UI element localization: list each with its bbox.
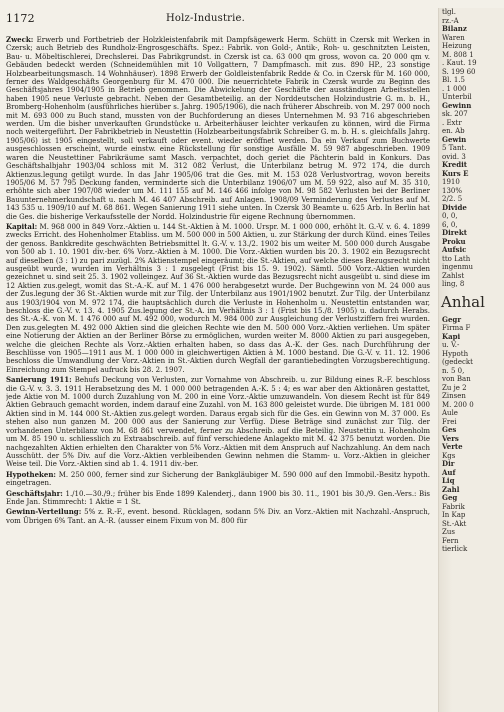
- side-line: Dir: [442, 459, 455, 468]
- side-line: . 1 000: [442, 84, 467, 93]
- paragraph-text: 1./10.—30./9.; früher bis Ende 1899 Kalenderj., dann 1900 bis 30. 11., 1901 bis 30./9. Gen.-Vers.: Bis Ende Jan. Stimmrecht: 1 Aktie = 1 St.: [6, 489, 430, 506]
- paragraph-zweck: [6, 36, 430, 221]
- paragraph-text: Erwerb und Fortbetrieb der Holzkleistenfabrik mit Dampfsägewerk Herm. Schütt in Czersk mit Werken in Czersk; auch Betrieb des Rundholz-Engrosgeschäfts. Spez.: Fabrik. von Gold-, Antik-, Roh- u. geschnitzten Leisten, Bau- u. Möbeltischlerei, Drechslerei. Das Fabrikgrundst. in Czersk ist ca. 63 000 qm gross, wovon ca. 20 000 qm v. Gebäuden bedeckt werden (Schneidemühlen mit 10 Vollgattern, 7 Dampfmasch. mit zus. 890 HP., 23 sonstige Holzbearbeitungsmasch. 14 Wohnhäuser). 1898 Erwerb der Goldleistenfabrik Redde & Co. in Czersk für M. 160 000, ferner des Waldgeschäfts Georgenburg für M. 470 000. Die neuerrichtete Fabrik in Czersk wurde zu Beginn des Geschäftsjahres 1904/1905 in Betrieb genommen. Die Abwickelung der Geschäfte der ausständigen Arbeitsstellen haben 1905 neue Verluste gebracht. Neben der Gesamtbeteilig. an der Norddeutschen Holzindustrie G. m. b. H., Bromberg-Hohenholm (ausführliches hierüber s. Jahrg. 1905/1906), die nach früherer Abschreib. von M. 297 000 noch mit M. 693 000 zu Buch stand, mussten von der Buchforderung an dieses Unternehmen M. 93 716 abgeschrieben werden. Um die bisher unverkauften Grundstücke u. Arbeiterhäuser leichter verkaufen zu können, wird die Firma noch weitergeführt. Der Fabrikbetrieb in Neustettin (Holzbearbeitungsfabrik Schreiber G. m. b. H. s. gleichfalls Jahrg. 1905/06) ist 1905 eingestellt, soll verkauft oder event. wieder eröffnet werden. Da ein Verkauf zum Buchwerte ausgeschlossen erscheint, wurde einstw. eine Rückstellung für sonstige Ausfälle M. 59 987 abgeschrieben. 1909 waren die Neustettiner Fabrikräume samt Masch. verpachtet, doch geriet die Pächterin bald in Konkurs. Das Geschäftshalbjahr 1903/04 schloss mit M. 312 082 Verlust, die Unterbilanz betrug M. 972 174, die durch Aktienzus.legung getilgt wurde. In das Jahr 1905/06 trat die Ges. mit M. 153 028 Verlustvortrag, wovon bereits 1905/06 M. 57 795 Deckung fanden, verminderte sich die Unterbilanz 1906/07 um M. 59 922, also auf M. 35 310, erhöhte sich aber 1907/08 wieder um M. 111 155 auf M. 146 466 infolge von M. 98 582 Verlusten bei der Berliner Bauunternehmerkundschaft u. nach M. 46 407 Abschreib. auf Anlagen. 1908/09 Verminderung des Verlustes auf M. 143 535 u. 1909/10 auf M. 68 861. Wegen Sanierung 1911 siehe unten. In Czersk 30 Beamte u. 625 Arb. In Berlin hat die Ges. die bisherige Verkaufsstelle der Nordd. Holzindustrie für eigene Rechnung übernommen.: [6, 36, 430, 221]
- side-line: n. 5 0,: [442, 366, 465, 375]
- side-line: Fern: [442, 536, 459, 545]
- side-line: tierlick: [442, 545, 468, 553]
- side-line: Liq: [442, 476, 455, 485]
- side-line: von Ban: [442, 375, 471, 383]
- page-number: 1172: [6, 12, 35, 25]
- paragraph-text: 5% z. R.-F., event. besond. Rücklagen, sodann 5% Div. an Vorz.-Aktien mit Nachzahl.-Anspruch, vom Übrigen 6% Tant. an A.-R. (ausser einem Fixum von M. 800 für: [6, 508, 430, 525]
- side-line: Fabrik: [442, 502, 465, 511]
- paragraph-label: Sanierung 1911:: [6, 375, 72, 385]
- paragraph-label: Hypotheken:: [6, 469, 56, 479]
- running-title: Holz-Industrie.: [166, 13, 246, 24]
- paragraph-sanierung: [6, 376, 430, 468]
- paragraph-label: Zweck:: [6, 36, 34, 44]
- main-text-column: [6, 36, 430, 702]
- paragraph-text: M. 968 000 in 849 Vorz.-Aktien u. 144 St.-Aktien à M. 1000. Urspr. M. 1 000 000, erhöht lt. G.-V. v. 6. 4. 1899 zwecks Erricht. des Hohenholmer Etabliss. um M. 500 000 in 500 Aktien, u. zur Stärkung der durch Künd. eines Teiles der genoss. Bankkredite geschwächten Betriebsmittel lt. G.-V. v. 13./2. 1902 bis um weiter M. 500 000 durch Ausgabe von 500 ab 1. 10. 1901 div.-ber. 6% Vorz.-Aktien à M. 1000. Die Vorz.-Aktien wurden bis 20. 3. 1902 ein Bezugsrecht auf dieselben (3 : 1) zu pari zuzügl. 2% Aktienstempel eingeräumt; die St.-Aktien, auf welche dieses Bezugsrecht nicht ausgeübt wurde, wurden im Verhältnis 3 : 1 zusgelegt (Frist bis 15. 9. 1902). Sämtl. 500 Vorz.-Aktien wurden gezeichnet u. sind seit 25. 3. 1902 volleingez. Auf 36 St.-Aktien wurde das Bezugsrecht nicht ausgeübt u. sind diese im 12 Aktien zus.gelegt, womit das St.-A.-K. auf M. 1 476 000 herabgesetzt wurde. Der Buchgewinn von M. 24 000 aus der Zus.legung der 36 St.-Aktien wurde mit zur Tilg. der Unterbilanz aus 1901/1902 benutzt. Zur Tilg. der Unterbilanz aus 1903/1904 von M. 972 174, die hauptsächlich durch die Verluste in Hohenholm u. Neustettin entstanden war, beschloss die G.-V. v. 13. 4. 1905 Zus.legung der St.-A. im Verhältnis 3 : 1 (Frist bis 15./8. 1905) u. dadurch Herabs. des St.-A.-K. von M. 1 476 000 auf M. 492 000, wodurch M. 984 000 zur Ausgleichung der Verlustziffern frei wurden. Den zus.gelegten M. 492 000 Aktien sind die gleichen Rechte wie den M. 500 000 Vorz.-Aktien verliehen. Um später eine Notierung der Aktien an der Berliner Börse zu ermöglichen, wurden weiter M. 8000 Aktien zu pari ausgegeben, welche die gleichen Rechte als Vorz.-Aktien erhalten haben, so dass das A.-K. der Ges. nach Durchführung der Beschlüsse von 1905—1911 aus M. 1 000 000 in gleichwertigen Aktien à M. 1000 bestand. Die G.-V. v. 11. 12. 1906 beschloss die Umwandlung der Vorz.-Aktien in St.-Aktien durch Wegfall der garantiebedingten Vorzugsberechtigung. Einreichung zum Stempel aufruck bis 28. 2. 1907.: [6, 222, 430, 374]
- side-line: Waren: [442, 33, 465, 42]
- side-line: Kurs E: [442, 168, 469, 178]
- side-line: St.-Akt: [442, 519, 467, 528]
- side-line: Aule: [442, 409, 458, 417]
- side-line: Hypoth: [442, 349, 469, 358]
- side-line: Bl. 1.5: [442, 76, 465, 84]
- side-line: ling, 8: [442, 280, 465, 288]
- side-line: Unterbil: [442, 93, 472, 101]
- side-line: Proku: [442, 236, 466, 246]
- side-line: 2/2. 5: [442, 195, 463, 203]
- side-line: 5 Tant.: [442, 144, 467, 152]
- paragraph-label: Kapital:: [6, 221, 38, 231]
- paragraph-label: Geschäftsjahr:: [6, 488, 63, 498]
- side-line: Kapi: [442, 331, 461, 341]
- side-line: Heizung: [442, 42, 472, 50]
- side-line: 6, 0,: [442, 220, 458, 229]
- side-line: sk. 207: [442, 110, 468, 118]
- side-line: Kredit: [442, 160, 468, 169]
- side-line: Kgs: [442, 451, 456, 460]
- side-line: Vers: [442, 433, 459, 443]
- side-line: Zahl: [442, 484, 460, 494]
- side-line: 1910: [442, 178, 460, 186]
- side-line: Auf: [442, 467, 456, 477]
- side-line: 0, 0,: [442, 212, 458, 220]
- side-line: Frei: [442, 417, 457, 426]
- side-line: Divide: [442, 202, 467, 212]
- side-line: Gewinn: [442, 100, 472, 110]
- side-line: (gedeckt: [442, 358, 473, 366]
- side-line: Gewin: [442, 134, 467, 144]
- side-line: tto Lath: [442, 254, 471, 263]
- side-line: u. V.-: [442, 341, 460, 349]
- side-line: Geg: [442, 493, 458, 502]
- adjacent-page-edge: [438, 8, 504, 712]
- side-line: Zus: [442, 528, 455, 536]
- side-line: Bilanz: [442, 24, 467, 33]
- side-line: ovid. 3: [442, 152, 466, 161]
- side-line: Firma F: [442, 324, 471, 332]
- side-line: tlgl.: [442, 8, 456, 16]
- side-line: Zinsen: [442, 392, 466, 400]
- side-line: en. Ab: [442, 127, 465, 135]
- paragraph-hypotheken: [6, 471, 430, 488]
- side-line: Anhal: [441, 292, 485, 311]
- side-line: . Extr: [442, 118, 462, 127]
- side-line: Gegr: [442, 314, 462, 324]
- paragraph-text: M. 250 000, ferner sind zur Sicherung der Bankgläubiger M. 590 000 auf den Immobil.-Besitz hypoth. eingetragen.: [6, 470, 430, 488]
- side-line: M. 200 0: [442, 400, 474, 409]
- side-line: Zahlst: [442, 271, 465, 280]
- side-line: In Kap: [442, 511, 466, 519]
- side-line: rz.-A: [442, 16, 459, 25]
- side-line: Aufsic: [442, 245, 467, 254]
- side-line: Direkt: [442, 228, 467, 237]
- side-line: 130%: [442, 186, 463, 195]
- side-line: S. 199 60: [442, 67, 476, 76]
- paragraph-kapital: [6, 223, 430, 374]
- side-line: M. 808 1: [442, 50, 474, 59]
- side-line: Ges: [442, 425, 457, 434]
- paragraph-label: Gewinn-Verteilung:: [6, 507, 82, 517]
- side-line: ingenmu: [442, 263, 474, 271]
- paragraph-geschaeftsjahr: [6, 490, 430, 507]
- paragraph-text: Behufs Deckung von Verlusten, zur Vornahme von Abschreib. u. zur Bildung eines R.-F. beschloss die G.-V. v. 3. 3. 1911 Herabsetzung des M. 1 000 000 betragenden A.-K. 5 : 4; es war aber den Aktionären gestattet, jede Aktie von M. 1000 durch Zuzahlung von M. 200 in eine Vorz.-Aktie umzuwandeln. Von diesem Recht ist für 849 Aktien Gebrauch gemacht worden, indem darauf eine Zuzahl. von M. 163 800 geleistet wurde. Die übrigen M. 181 000 Aktien sind in M. 144 000 St.-Aktien zus.gelegt worden. Daraus ergab sich für die Ges. ein Gewinn von M. 37 000. Es stehen also nun ganzen M. 200 000 aus der Sanierung zur Verfüg. Diese Beträge sind zunächst zur Tilg. der vorhandenen Unterbilanz von M. 68 861 verwendet, ferner zu Abschreib. auf die Beteilig. Neustettin u. Hohenholm um M. 85 190 u. schliesslich zu Extraabschreib. auf fünf verschiedene Anlagekto mit M. 42 375 benutzt worden. Die nachgezahlten Aktien erhielten den Charakter von 5% Vorz.-Aktien mit dem Anspruch auf Nachzahlung. An dem nach Ausschütt. der 5% Div. auf die Vorz.-Aktien verbleibenden Gewinn nehmen die Stamm- u. Vorz.-Aktien in gleicher Weise teil. Die Vorz.-Aktien sind ab 1. 4. 1911 div.-ber.: [6, 376, 430, 469]
- side-line: Zu je 2: [442, 383, 467, 392]
- side-line: . Kaut. 19: [442, 59, 477, 67]
- side-line: Verte: [442, 442, 463, 451]
- paragraph-gewinn-verteilung: [6, 508, 430, 525]
- page-header: [6, 12, 428, 28]
